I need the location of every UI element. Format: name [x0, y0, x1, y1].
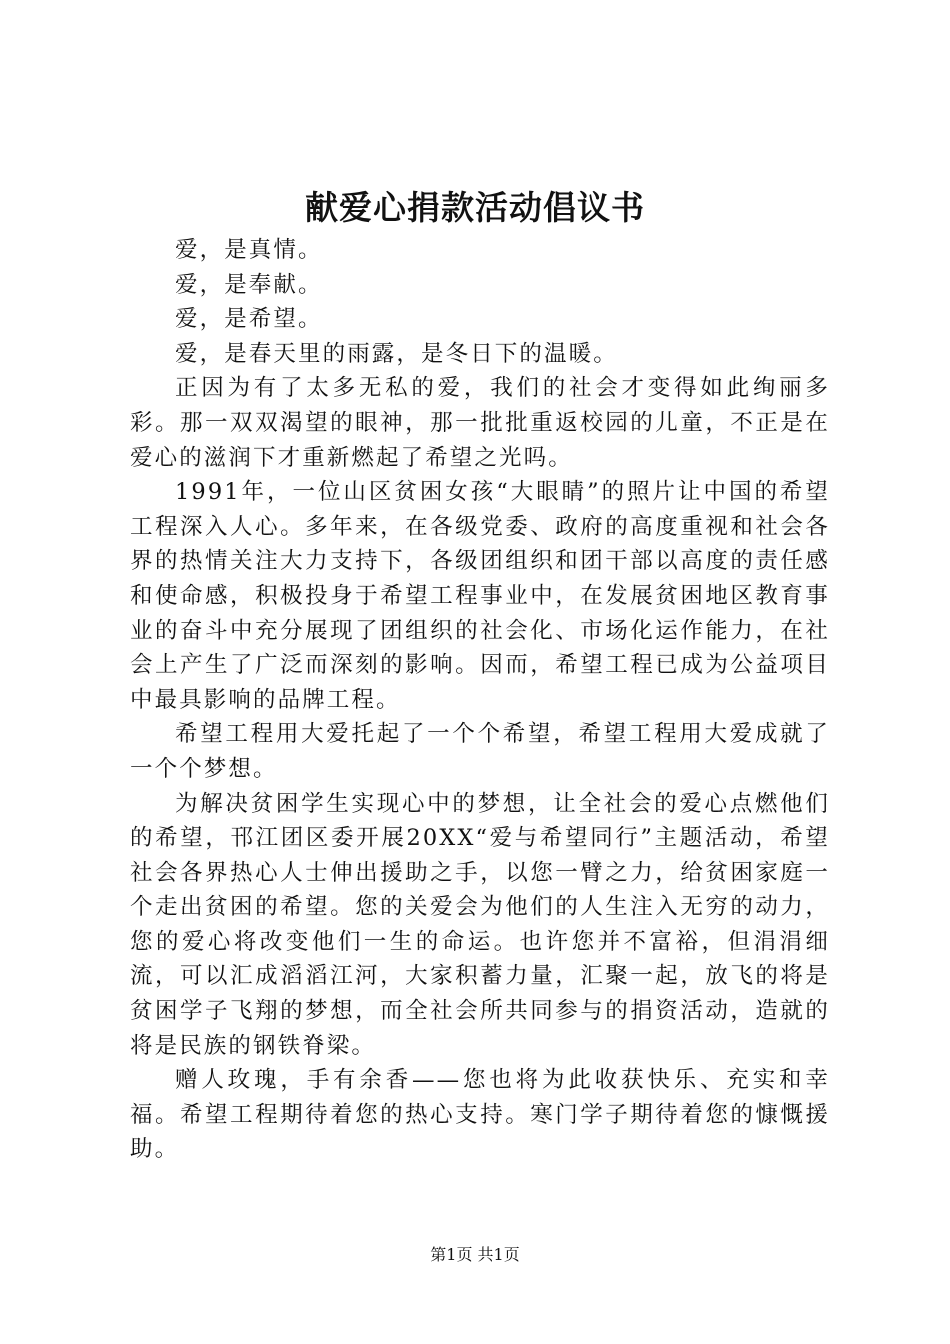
paragraph: 1991年，一位山区贫困女孩“大眼睛”的照片让中国的希望工程深入人心。多年来，在各级党委、政府的高度重视和社会各界的热情关注大力支持下，各级团组织和团干部以高度的责任感和使命感，积极投身于希望工程事业中，在发展贫困地区教育事业的奋斗中充分展现了团组织的社会化、市场化运作能力，在社会上产生了广泛而深刻的影响。因而，希望工程已成为公益项目中最具影响的品牌工程。 [130, 479, 830, 713]
paragraph: 爱，是奉献。 [175, 271, 323, 298]
paragraph: 为解决贫困学生实现心中的梦想，让全社会的爱心点燃他们的希望，邗江团区委开展20XX“爱与希望同行”主题活动，希望社会各界热心人士伸出援助之手，以您一臂之力，给贫困家庭一个走出贫困的希望。您的关爱会为他们的人生注入无穷的动力，您的爱心将改变他们一生的命运。也许您并不富裕，但涓涓细流，可以汇成滔滔江河，大家积蓄力量，汇聚一起，放飞的将是贫困学子飞翔的梦想，而全社会所共同参与的捐资活动，造就的将是民族的钢铁脊梁。 [130, 790, 830, 1059]
paragraph: 正因为有了太多无私的爱，我们的社会才变得如此绚丽多彩。那一双双渴望的眼神，那一批批重返校园的儿童，不正是在爱心的滋润下才重新燃起了希望之光吗。 [130, 375, 830, 471]
paragraph: 希望工程用大爱托起了一个个希望，希望工程用大爱成就了一个个梦想。 [130, 721, 830, 782]
document-body [130, 233, 830, 1167]
paragraph: 赠人玫瑰，手有余香——您也将为此收获快乐、充实和幸福。希望工程期待着您的热心支持。寒门学子期待着您的慷慨援助。 [130, 1067, 830, 1163]
paragraph: 爱，是希望。 [175, 306, 323, 333]
page-footer: 第1页 共1页 [430, 1245, 520, 1264]
paragraph: 爱，是真情。 [175, 237, 323, 263]
paragraph: 爱，是春天里的雨露，是冬日下的温暖。 [175, 340, 618, 367]
document-title: 献爱心捐款活动倡议书 [305, 188, 645, 227]
